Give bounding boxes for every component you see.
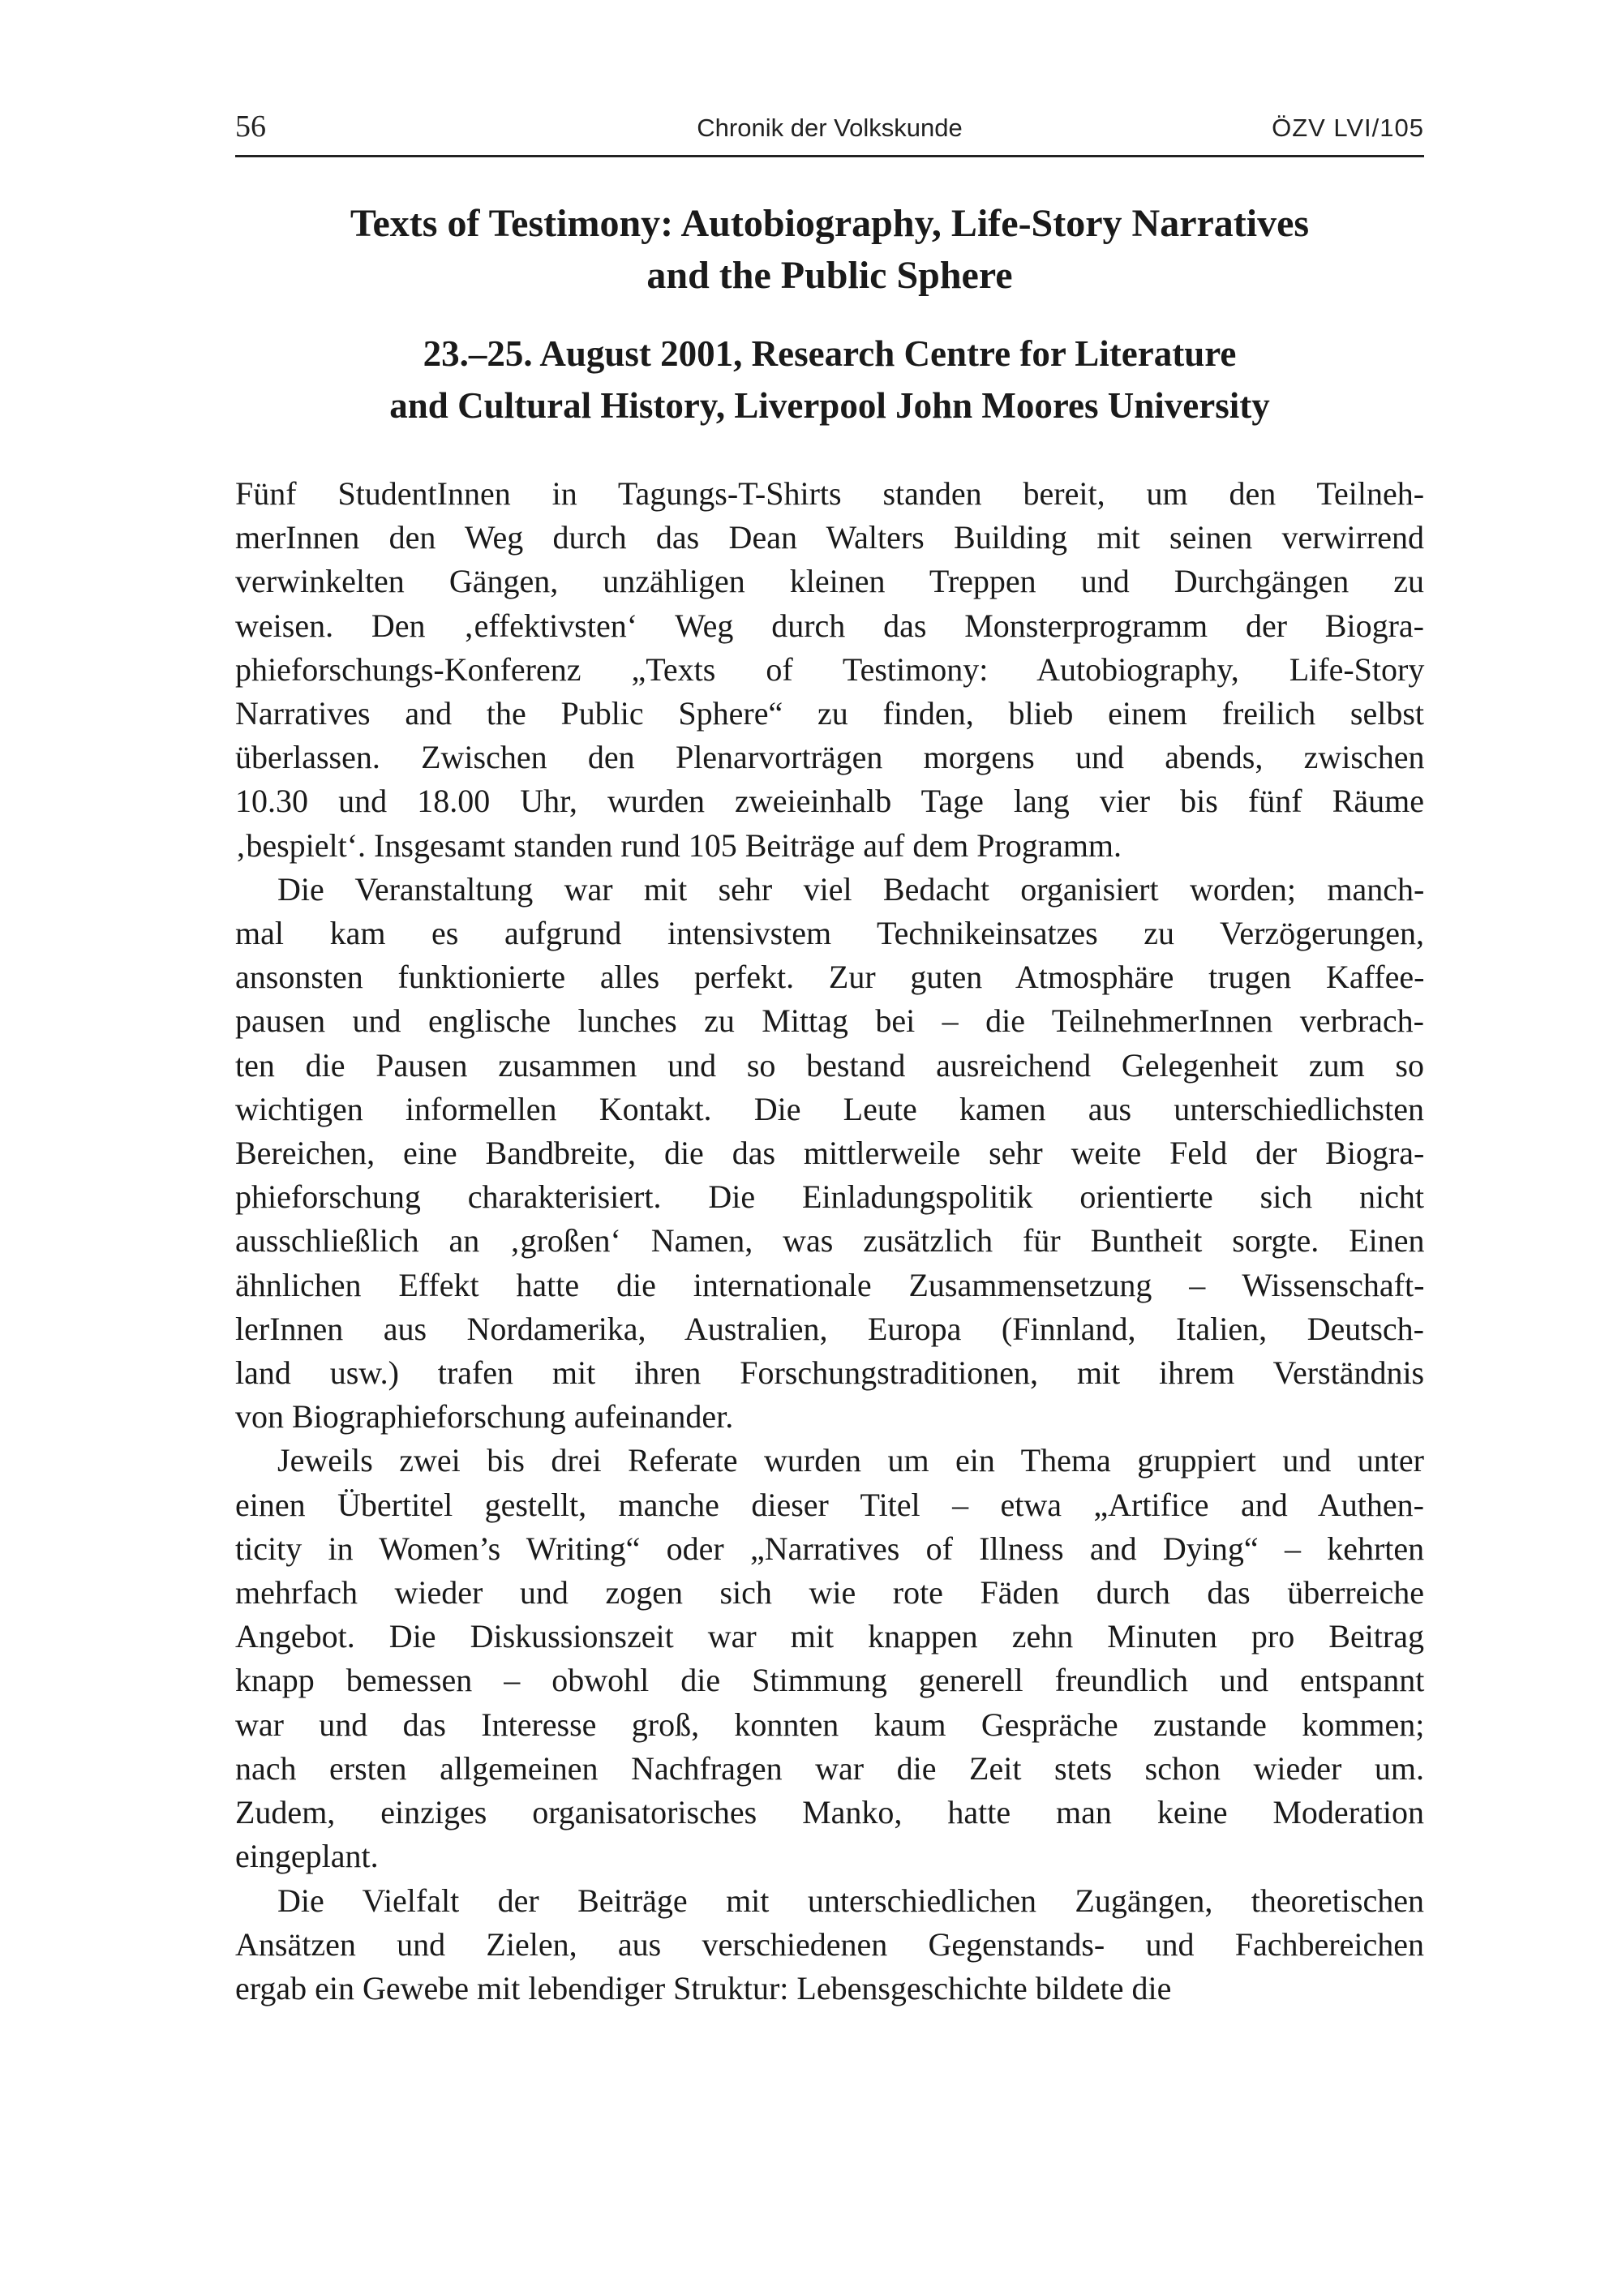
paragraph [235, 1879, 1424, 2011]
text-line: eingeplant. [235, 1838, 379, 1875]
text-line: Fünf StudentInnen in Tagungs-T-Shirts standen bereit, um den Teilneh- [235, 475, 1425, 512]
section-title: Chronik der Volkskunde [697, 114, 963, 142]
text-line: phieforschung charakterisiert. Die Einladungspolitik orientierte sich nicht [235, 1178, 1424, 1216]
text-line: lerInnen aus Nordamerika, Australien, Europa (Finnland, Italien, Deutsch- [235, 1310, 1424, 1347]
text-line: Die Veranstaltung war mit sehr viel Bedacht organisiert worden; manch- [277, 870, 1425, 908]
text-line: ergab ein Gewebe mit lebendiger Struktur: Lebensgeschichte bildete die [235, 1969, 1172, 2006]
text-line: 10.30 und 18.00 Uhr, wurden zweieinhalb Tage lang vier bis fünf Räume [235, 783, 1424, 820]
page-number: 56 [235, 109, 266, 144]
paragraph [235, 868, 1424, 1440]
article-title [235, 198, 1424, 302]
text-line: land usw.) trafen mit ihren Forschungstraditionen, mit ihrem Verständnis [235, 1354, 1425, 1392]
journal-reference: ÖZV LVI/105 [1272, 114, 1424, 142]
article-subtitle [235, 328, 1424, 431]
text-line: Narratives and the Public Sphere“ zu finden, blieb einem freilich selbst [235, 695, 1424, 732]
paragraph [235, 1439, 1424, 1878]
text-line: Angebot. Die Diskussionszeit war mit knappen zehn Minuten pro Beitrag [235, 1618, 1424, 1655]
text-line: ansonsten funktionierte alles perfekt. Zur guten Atmosphäre trugen Kaffee- [235, 959, 1425, 996]
text-line: mehrfach wieder und zogen sich wie rote Fäden durch das überreiche [235, 1574, 1424, 1611]
header-rule [235, 155, 1424, 157]
text-line: Zudem, einziges organisatorisches Manko, hatte man keine Moderation [235, 1794, 1424, 1831]
text-line: verwinkelten Gängen, unzähligen kleinen Treppen und Durchgängen zu [235, 563, 1424, 600]
running-head [235, 107, 1424, 148]
text-line: merInnen den Weg durch das Dean Walters Building mit seinen verwirrend [235, 519, 1424, 556]
text-line: Ansätzen und Zielen, aus verschiedenen Gegenstands- und Fachbereichen [235, 1925, 1425, 1963]
title-line: Texts of Testimony: Autobiography, Life-Story Narratives [350, 202, 1310, 245]
text-line: einen Übertitel gestellt, manche dieser Titel – etwa „Artifice and Authen- [235, 1486, 1424, 1523]
text-line: ‚bespielt‘. Insgesamt standen rund 105 Beiträge auf dem Programm. [235, 826, 1122, 864]
text-line: ausschließlich an ‚großen‘ Namen, was zusätzlich für Buntheit sorgte. Einen [235, 1222, 1425, 1260]
text-line: Bereichen, eine Bandbreite, die das mittlerweile sehr weite Feld der Biogra- [235, 1135, 1425, 1172]
text-line: ticity in Women’s Writing“ oder „Narratives of Illness and Dying“ – kehrten [235, 1530, 1425, 1567]
text-line: pausen und englische lunches zu Mittag bei – die TeilnehmerInnen verbrach- [235, 1002, 1424, 1040]
text-line: ähnlichen Effekt hatte die internationale Zusammensetzung – Wissenschaft- [235, 1266, 1425, 1303]
text-line: mal kam es aufgrund intensivstem Technikeinsatzes zu Verzögerungen, [235, 915, 1424, 952]
text-line: phieforschungs-Konferenz „Texts of Testimony: Autobiography, Life-Story [235, 650, 1425, 688]
text-line: war und das Interesse groß, konnten kaum Gespräche zustande kommen; [235, 1706, 1425, 1743]
text-line: Die Vielfalt der Beiträge mit unterschiedlichen Zugängen, theoretischen [277, 1882, 1424, 1919]
text-line: ten die Pausen zusammen und so bestand ausreichend Gelegenheit zum so [235, 1046, 1424, 1084]
article-body [235, 472, 1424, 2011]
text-line: knapp bemessen – obwohl die Stimmung generell freundlich und entspannt [235, 1662, 1425, 1699]
text-line: überlassen. Zwischen den Plenarvorträgen morgens und abends, zwischen [235, 739, 1425, 776]
text-line: von Biographieforschung aufeinander. [235, 1398, 734, 1436]
text-line: weisen. Den ‚effektivsten‘ Weg durch das Monsterprogramm der Biogra- [235, 607, 1424, 644]
title-line: and the Public Sphere [646, 254, 1013, 297]
text-line: wichtigen informellen Kontakt. Die Leute kamen aus unterschiedlichsten [235, 1090, 1424, 1127]
subtitle-line: and Cultural History, Liverpool John Moores University [389, 385, 1270, 426]
paragraph [235, 472, 1424, 868]
text-line: Jeweils zwei bis drei Referate wurden um ein Thema gruppiert und unter [277, 1442, 1424, 1479]
text-line: nach ersten allgemeinen Nachfragen war die Zeit stets schon wieder um. [235, 1749, 1424, 1787]
subtitle-line: 23.–25. August 2001, Research Centre for Literature [423, 333, 1237, 374]
